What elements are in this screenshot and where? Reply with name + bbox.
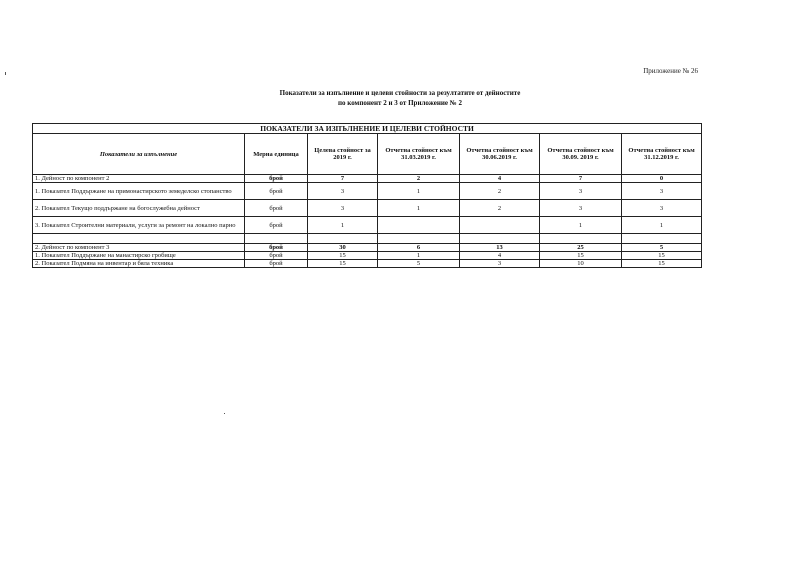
cell-q4: 3 bbox=[622, 183, 702, 200]
indicators-table bbox=[32, 123, 702, 268]
cell-unit: брой bbox=[245, 200, 308, 217]
cell-empty bbox=[245, 234, 308, 244]
cell-target: 3 bbox=[308, 200, 378, 217]
cell-empty bbox=[33, 234, 245, 244]
cell-q3: 7 bbox=[540, 175, 622, 183]
cell-indicator: 1. Дейност по компонент 2 bbox=[33, 175, 245, 183]
cell-q1: 6 bbox=[378, 244, 460, 252]
cell-q3: 10 bbox=[540, 260, 622, 268]
table-row bbox=[33, 217, 702, 234]
header-unit: Мерна единица bbox=[245, 134, 308, 175]
cell-q2 bbox=[460, 217, 540, 234]
cell-q4: 15 bbox=[622, 252, 702, 260]
scan-speck bbox=[224, 413, 225, 414]
cell-q1 bbox=[378, 217, 460, 234]
cell-empty bbox=[460, 234, 540, 244]
cell-q2: 4 bbox=[460, 175, 540, 183]
cell-q4: 0 bbox=[622, 175, 702, 183]
cell-q2: 13 bbox=[460, 244, 540, 252]
cell-target: 30 bbox=[308, 244, 378, 252]
table-row bbox=[33, 252, 702, 260]
cell-q3: 15 bbox=[540, 252, 622, 260]
table-row-empty bbox=[33, 234, 702, 244]
cell-q3: 3 bbox=[540, 183, 622, 200]
cell-unit: брой bbox=[245, 217, 308, 234]
table-banner-row bbox=[33, 124, 702, 134]
cell-q4: 1 bbox=[622, 217, 702, 234]
cell-q2: 3 bbox=[460, 260, 540, 268]
annex-label: Приложение № 26 bbox=[643, 67, 698, 75]
table-row bbox=[33, 260, 702, 268]
cell-unit: брой bbox=[245, 183, 308, 200]
table-header-row bbox=[33, 134, 702, 175]
cell-indicator: 2. Показател Текущо поддържане на богослужебна дейност bbox=[33, 200, 245, 217]
cell-unit: брой bbox=[245, 244, 308, 252]
document-title bbox=[0, 88, 800, 108]
scan-speck bbox=[5, 72, 6, 75]
header-target-2019: Целева стойност за 2019 г. bbox=[308, 134, 378, 175]
cell-empty bbox=[622, 234, 702, 244]
cell-q3: 1 bbox=[540, 217, 622, 234]
cell-unit: брой bbox=[245, 260, 308, 268]
title-line-2: по компонент 2 и 3 от Приложение № 2 bbox=[337, 99, 463, 107]
cell-q1: 1 bbox=[378, 252, 460, 260]
cell-q4: 3 bbox=[622, 200, 702, 217]
cell-empty bbox=[378, 234, 460, 244]
cell-indicator: 2. Показател Подмяна на инвентар и бяла техника bbox=[33, 260, 245, 268]
cell-q4: 5 bbox=[622, 244, 702, 252]
table-row bbox=[33, 244, 702, 252]
cell-q1: 2 bbox=[378, 175, 460, 183]
header-indicator: Показатели за изпълнение bbox=[33, 134, 245, 175]
cell-target: 15 bbox=[308, 252, 378, 260]
cell-unit: брой bbox=[245, 175, 308, 183]
cell-q1: 1 bbox=[378, 200, 460, 217]
cell-empty bbox=[308, 234, 378, 244]
title-line-1: Показатели за изпълнение и целеви стойности за резултатите от дейностите bbox=[279, 89, 521, 97]
header-q3: Отчетна стойност към 30.09. 2019 г. bbox=[540, 134, 622, 175]
header-q1: Отчетна стойност към 31.03.2019 г. bbox=[378, 134, 460, 175]
cell-q2: 4 bbox=[460, 252, 540, 260]
cell-target: 3 bbox=[308, 183, 378, 200]
header-q4: Отчетна стойност към 31.12.2019 г. bbox=[622, 134, 702, 175]
cell-unit: брой bbox=[245, 252, 308, 260]
cell-q3: 3 bbox=[540, 200, 622, 217]
table-row bbox=[33, 200, 702, 217]
header-q2: Отчетна стойност към 30.06.2019 г. bbox=[460, 134, 540, 175]
cell-target: 15 bbox=[308, 260, 378, 268]
cell-indicator: 1. Показател Поддържане на примонастирското земеделско стопанство bbox=[33, 183, 245, 200]
cell-q2: 2 bbox=[460, 183, 540, 200]
cell-q3: 25 bbox=[540, 244, 622, 252]
cell-indicator: 3. Показател Строителни материали, услуги за ремонт на локално парно bbox=[33, 217, 245, 234]
cell-empty bbox=[540, 234, 622, 244]
cell-q4: 15 bbox=[622, 260, 702, 268]
cell-target: 1 bbox=[308, 217, 378, 234]
table-row bbox=[33, 175, 702, 183]
cell-indicator: 2. Дейност по компонент 3 bbox=[33, 244, 245, 252]
cell-target: 7 bbox=[308, 175, 378, 183]
cell-q1: 5 bbox=[378, 260, 460, 268]
table-row bbox=[33, 183, 702, 200]
cell-indicator: 1. Показател Поддържане на манастирско гробище bbox=[33, 252, 245, 260]
cell-q2: 2 bbox=[460, 200, 540, 217]
table-banner: ПОКАЗАТЕЛИ ЗА ИЗПЪЛНЕНИЕ И ЦЕЛЕВИ СТОЙНОСТИ bbox=[33, 124, 702, 134]
cell-q1: 1 bbox=[378, 183, 460, 200]
